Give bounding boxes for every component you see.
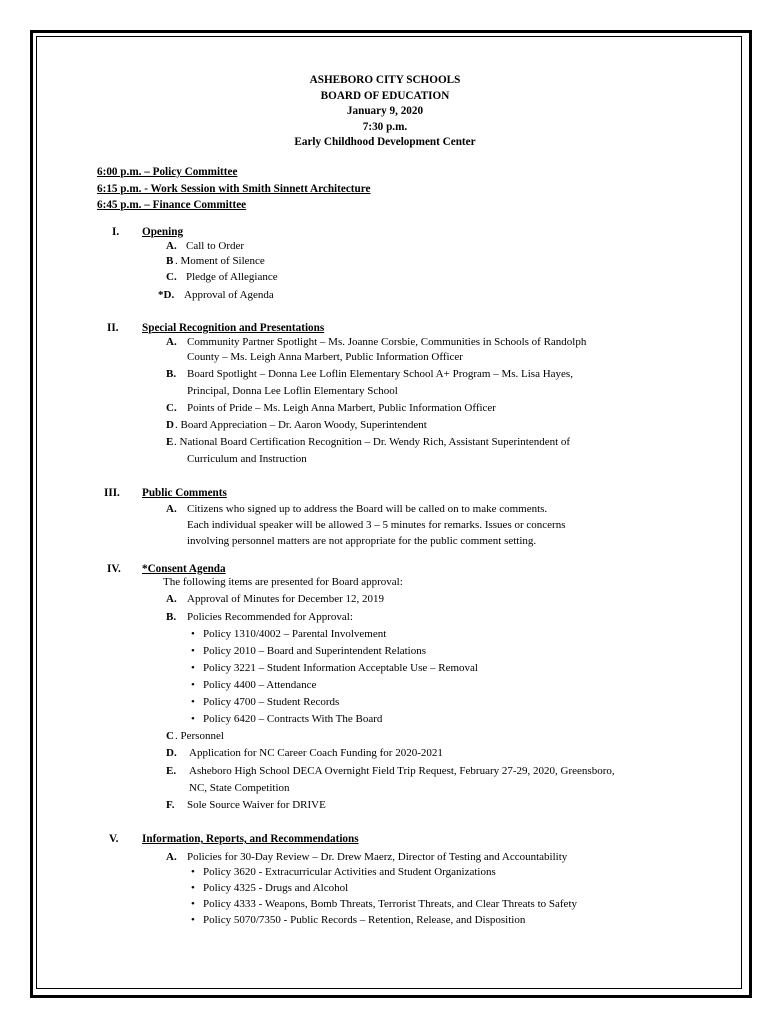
- school-name: ASHEBORO CITY SCHOOLS: [309, 74, 461, 86]
- item-letter: C: [166, 730, 174, 742]
- section-number: V.: [109, 833, 119, 845]
- agenda-item: . Moment of Silence: [175, 255, 265, 267]
- schedule-item: 6:45 p.m. – Finance Committee: [97, 199, 247, 211]
- agenda-item-cont: Curriculum and Instruction: [187, 453, 307, 465]
- section-title: Opening: [142, 226, 184, 238]
- section-number: IV.: [107, 563, 121, 575]
- document-header: [0, 73, 770, 151]
- policy-bullet-item: • Policy 3620 - Extracurricular Activities and Student Organizations: [203, 866, 496, 878]
- item-letter: E.: [166, 765, 177, 777]
- agenda-item-cont: County – Ms. Leigh Anna Marbert, Public Information Officer: [187, 351, 463, 363]
- agenda-item: Approval of Minutes for December 12, 2019: [187, 593, 385, 605]
- item-letter: C.: [166, 271, 177, 283]
- item-letter: E: [166, 436, 174, 448]
- agenda-item-cont: Principal, Donna Lee Loflin Elementary School: [187, 385, 398, 397]
- policy-bullet-item: • Policy 5070/7350 - Public Records – Retention, Release, and Disposition: [203, 914, 525, 926]
- agenda-item: Approval of Agenda: [184, 289, 274, 301]
- item-letter: B.: [166, 611, 177, 623]
- policy-bullet-item: • Policy 1310/4002 – Parental Involvement: [203, 628, 386, 640]
- item-letter: *D.: [158, 289, 175, 301]
- pre-meeting-schedule: [97, 164, 371, 214]
- item-letter: A.: [166, 593, 177, 605]
- section-title: *Consent Agenda: [142, 563, 226, 575]
- agenda-item: Application for NC Career Coach Funding for 2020-2021: [189, 747, 443, 759]
- policy-bullet-item: • Policy 4325 - Drugs and Alcohol: [203, 882, 348, 894]
- section-title: Information, Reports, and Recommendations: [142, 833, 359, 845]
- section-number: III.: [104, 487, 120, 499]
- agenda-item-cont: involving personnel matters are not appropriate for the public comment setting.: [187, 535, 537, 547]
- section-number: I.: [112, 226, 120, 238]
- policy-bullet-item: • Policy 4700 – Student Records: [203, 696, 339, 708]
- policy-bullet-item: • Policy 6420 – Contracts With The Board: [203, 713, 382, 725]
- item-letter: C.: [166, 402, 177, 414]
- policy-bullet-item: • Policy 3221 – Student Information Acceptable Use – Removal: [203, 662, 478, 674]
- item-letter: A.: [166, 240, 177, 252]
- agenda-item: Sole Source Waiver for DRIVE: [187, 799, 326, 811]
- item-letter: A.: [166, 336, 177, 348]
- agenda-item: . Personnel: [175, 730, 224, 742]
- agenda-item-cont: Each individual speaker will be allowed 3 – 5 minutes for remarks. Issues or concerns: [187, 519, 566, 531]
- item-letter: D.: [166, 747, 177, 759]
- meeting-location: Early Childhood Development Center: [294, 136, 476, 148]
- board-name: BOARD OF EDUCATION: [320, 89, 450, 102]
- policy-bullet-item: • Policy 4333 - Weapons, Bomb Threats, Terrorist Threats, and Clear Threats to Safety: [203, 898, 577, 910]
- schedule-item: 6:00 p.m. – Policy Committee: [97, 166, 238, 178]
- agenda-item: Board Spotlight – Donna Lee Loflin Elementary School A+ Program – Ms. Lisa Hayes,: [187, 368, 573, 380]
- agenda-item: . National Board Certification Recognition – Dr. Wendy Rich, Assistant Superintendent of: [174, 436, 571, 448]
- policy-bullet-item: • Policy 4400 – Attendance: [203, 679, 316, 691]
- agenda-item: Citizens who signed up to address the Board will be called on to make comments.: [187, 503, 548, 515]
- agenda-item: Points of Pride – Ms. Leigh Anna Marbert, Public Information Officer: [187, 402, 496, 414]
- meeting-date: January 9, 2020: [346, 105, 424, 117]
- schedule-item: 6:15 p.m. - Work Session with Smith Sinnett Architecture: [97, 182, 371, 195]
- item-letter: B.: [166, 368, 177, 380]
- section-number: II.: [107, 322, 119, 334]
- meeting-time: 7:30 p.m.: [362, 120, 408, 133]
- section-intro: The following items are presented for Board approval:: [163, 576, 403, 588]
- agenda-item: Call to Order: [186, 240, 245, 252]
- section-title: Special Recognition and Presentations: [142, 322, 325, 334]
- item-letter: A.: [166, 503, 177, 515]
- agenda-item-cont: NC, State Competition: [189, 782, 290, 794]
- agenda-item: Community Partner Spotlight – Ms. Joanne Corsbie, Communities in Schools of Randolph: [187, 336, 587, 348]
- agenda-item: Asheboro High School DECA Overnight Field Trip Request, February 27-29, 2020, Greensboro,: [189, 765, 615, 777]
- agenda-item: Policies Recommended for Approval:: [187, 611, 353, 623]
- item-letter: F.: [166, 799, 175, 811]
- item-letter: A.: [166, 851, 177, 863]
- item-letter: B: [166, 255, 174, 267]
- item-letter: D: [166, 419, 174, 431]
- agenda-item: Pledge of Allegiance: [186, 271, 278, 283]
- section-title: Public Comments: [142, 487, 227, 499]
- agenda-item: Policies for 30-Day Review – Dr. Drew Maerz, Director of Testing and Accountability: [187, 851, 568, 863]
- agenda-item: . Board Appreciation – Dr. Aaron Woody, Superintendent: [175, 419, 427, 431]
- policy-bullet-item: • Policy 2010 – Board and Superintendent Relations: [203, 645, 426, 657]
